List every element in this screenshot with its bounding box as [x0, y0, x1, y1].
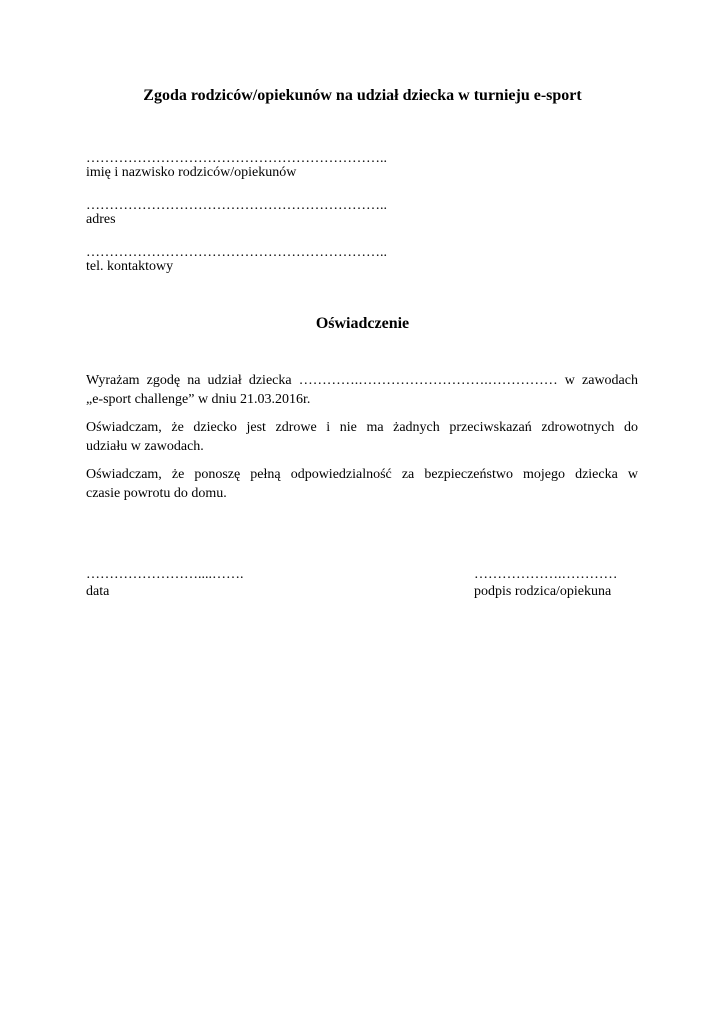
parent-name-dotted-line: ………………………………………………………..: [86, 151, 387, 166]
declaration-heading: Oświadczenie: [315, 315, 410, 332]
document-title: Zgoda rodziców/opiekunów na udział dziecka w turnieju e-sport: [143, 87, 582, 104]
signature-label: podpis rodzica/opiekuna: [474, 584, 612, 599]
consent-paragraph-line-1: Wyrażam zgodę na udział dziecka ………….……………………….…………… w zawodach: [86, 373, 638, 388]
address-label: adres: [86, 212, 116, 227]
date-dotted-line: ……………………....…….: [86, 567, 244, 582]
responsibility-paragraph: [86, 465, 638, 503]
consent-paragraph-line-2: „e-sport challenge” w dniu 21.03.2016r.: [86, 392, 311, 407]
date-label: data: [86, 584, 110, 599]
health-paragraph-line-2: udziału w zawodach.: [86, 439, 204, 454]
health-paragraph: [86, 418, 638, 456]
phone-dotted-line: ………………………………………………………..: [86, 245, 387, 260]
signature-dotted-line: ……………….…………: [474, 567, 618, 582]
parent-name-label: imię i nazwisko rodziców/opiekunów: [86, 165, 297, 180]
consent-paragraph: [86, 371, 638, 409]
responsibility-paragraph-line-1: Oświadczam, że ponoszę pełną odpowiedzialność za bezpieczeństwo mojego dziecka w: [86, 467, 638, 482]
responsibility-paragraph-line-2: czasie powrotu do domu.: [86, 486, 227, 501]
address-dotted-line: ………………………………………………………..: [86, 198, 387, 213]
health-paragraph-line-1: Oświadczam, że dziecko jest zdrowe i nie ma żadnych przeciwskazań zdrowotnych do: [86, 420, 638, 435]
phone-label: tel. kontaktowy: [86, 259, 174, 274]
